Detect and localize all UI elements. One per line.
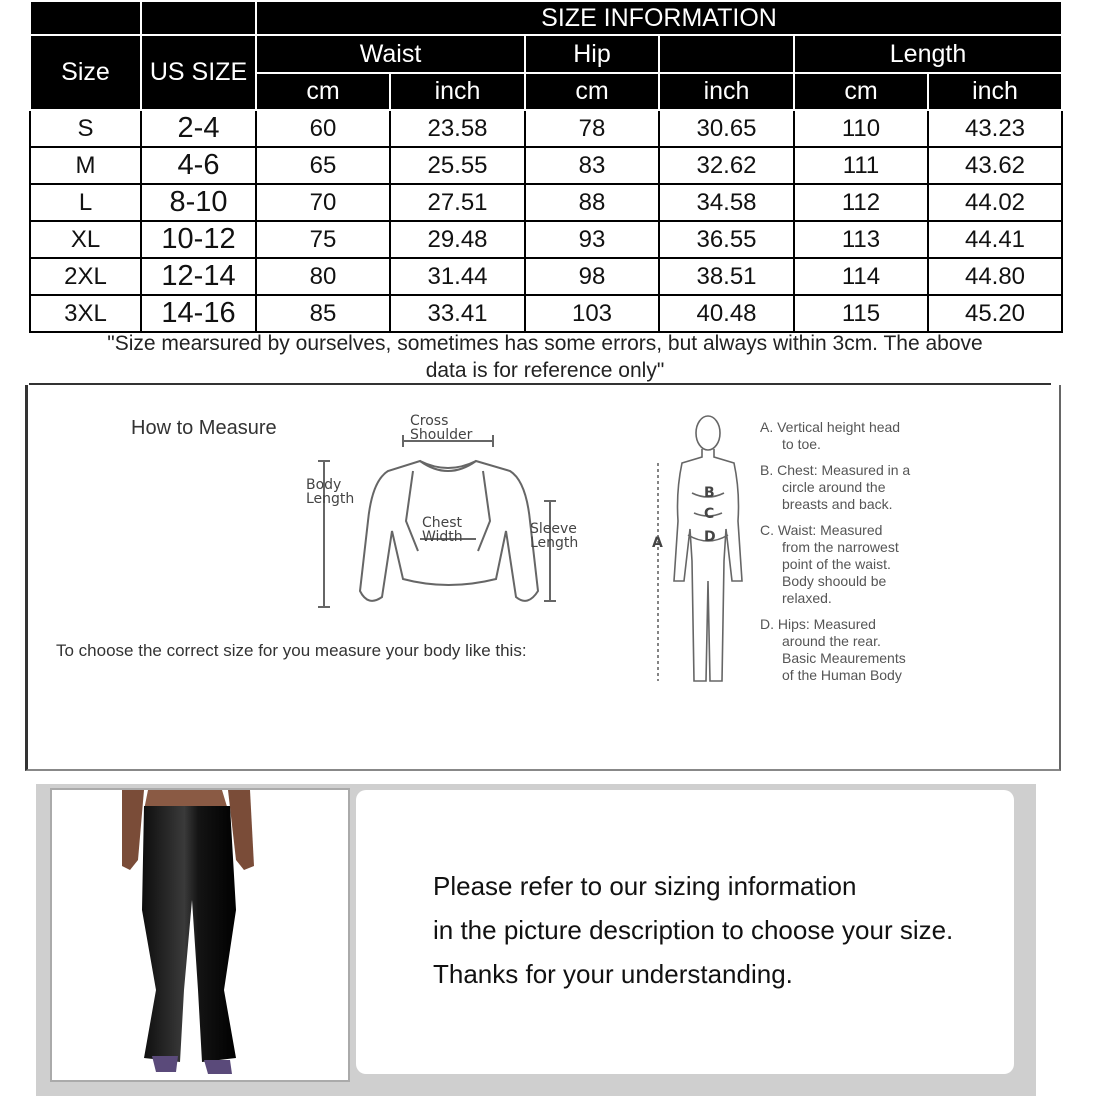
- cell-us-size: 14-16: [141, 295, 256, 332]
- cell-length-inch: 44.02: [928, 184, 1062, 221]
- measurement-disclaimer: [29, 330, 1061, 384]
- cell-hip-inch: 32.62: [659, 147, 794, 184]
- cell-hip-cm: 78: [525, 110, 659, 147]
- message-line: in the picture description to choose your size.: [433, 915, 954, 945]
- legend-text: D. Hips: Measured: [760, 616, 876, 632]
- legend-item: [760, 462, 960, 513]
- left-arm: [122, 790, 144, 870]
- how-to-measure-panel: [25, 385, 1061, 771]
- cell-us-size: 4-6: [141, 147, 256, 184]
- disclaimer-line: "Size mearsured by ourselves, sometimes has some errors, but always within 3cm. The above: [107, 332, 983, 355]
- body-head: [696, 416, 720, 450]
- cross-shoulder-label: Shoulder: [410, 427, 473, 443]
- cell-hip-inch: 34.58: [659, 184, 794, 221]
- cell-size: 2XL: [30, 258, 141, 295]
- table-banner: SIZE INFORMATION: [256, 1, 1062, 35]
- cell-size: 3XL: [30, 295, 141, 332]
- measure-instruction: To choose the correct size for you measure your body like this:: [56, 641, 527, 660]
- shirt-measure-diagram: [298, 411, 598, 611]
- cell-us-size: 2-4: [141, 110, 256, 147]
- table-row: [30, 295, 1062, 332]
- unit-length-inch: inch: [928, 73, 1062, 110]
- cell-waist-inch: 27.51: [390, 184, 525, 221]
- disclaimer-line: data is for reference only": [425, 359, 665, 382]
- legend-text: relaxed.: [782, 590, 832, 606]
- legend-text: circle around the: [782, 479, 886, 495]
- sizing-message: [433, 864, 953, 996]
- legend-text: breasts and back.: [782, 496, 893, 512]
- header-corner: [141, 1, 256, 35]
- header-hip-blank: [659, 35, 794, 73]
- chest-width-label: Width: [422, 529, 463, 545]
- table-row: [30, 221, 1062, 258]
- body-letter-b: B: [704, 485, 715, 501]
- cell-waist-inch: 23.58: [390, 110, 525, 147]
- legend-item: [760, 616, 960, 684]
- message-line: Please refer to our sizing information: [433, 871, 857, 901]
- table-row: [30, 184, 1062, 221]
- header-length: Length: [794, 35, 1062, 73]
- body-length-label: Body: [306, 477, 342, 493]
- cell-length-cm: 112: [794, 184, 928, 221]
- cell-hip-cm: 98: [525, 258, 659, 295]
- table-row: [30, 258, 1062, 295]
- cell-length-inch: 44.41: [928, 221, 1062, 258]
- cell-waist-cm: 80: [256, 258, 390, 295]
- cross-shoulder-label: Cross: [410, 413, 449, 429]
- legend-text: Basic Meaurements: [782, 650, 906, 666]
- body-outline: [674, 449, 742, 681]
- cell-size: L: [30, 184, 141, 221]
- chest-width-label: Chest: [422, 515, 463, 531]
- cell-waist-inch: 25.55: [390, 147, 525, 184]
- legend-text: to toe.: [782, 436, 821, 452]
- body-letter-c: C: [704, 506, 715, 522]
- cell-length-cm: 111: [794, 147, 928, 184]
- message-line: Thanks for your understanding.: [433, 959, 793, 989]
- cell-waist-inch: 33.41: [390, 295, 525, 332]
- table-row: [30, 147, 1062, 184]
- legend-text: C. Waist: Measured: [760, 522, 883, 538]
- header-hip: Hip: [525, 35, 659, 73]
- unit-waist-inch: inch: [390, 73, 525, 110]
- cell-length-inch: 45.20: [928, 295, 1062, 332]
- leather-pants: [142, 806, 236, 1062]
- cell-hip-cm: 103: [525, 295, 659, 332]
- left-shoe: [152, 1056, 178, 1072]
- body-letter-d: D: [704, 529, 716, 545]
- cell-waist-cm: 70: [256, 184, 390, 221]
- table-row: [30, 110, 1062, 147]
- cell-us-size: 10-12: [141, 221, 256, 258]
- legend-text: of the Human Body: [782, 667, 902, 683]
- cell-hip-inch: 30.65: [659, 110, 794, 147]
- cell-waist-cm: 75: [256, 221, 390, 258]
- cell-size: M: [30, 147, 141, 184]
- cell-waist-inch: 29.48: [390, 221, 525, 258]
- cell-hip-inch: 38.51: [659, 258, 794, 295]
- sleeve-length-label: Length: [530, 535, 579, 551]
- cell-length-cm: 110: [794, 110, 928, 147]
- legend-text: A. Vertical height head: [760, 419, 901, 435]
- header-waist: Waist: [256, 35, 525, 73]
- cell-hip-inch: 36.55: [659, 221, 794, 258]
- cell-waist-cm: 85: [256, 295, 390, 332]
- unit-hip-cm: cm: [525, 73, 659, 110]
- legend-text: B. Chest: Measured in a: [760, 462, 911, 478]
- header-us-size: US SIZE: [141, 35, 256, 110]
- sleeve-length-arrow: [544, 501, 556, 601]
- cell-hip-cm: 93: [525, 221, 659, 258]
- cell-length-inch: 43.23: [928, 110, 1062, 147]
- sizing-message-card: [356, 790, 1014, 1074]
- cell-size: S: [30, 110, 141, 147]
- unit-length-cm: cm: [794, 73, 928, 110]
- cell-length-cm: 113: [794, 221, 928, 258]
- cell-us-size: 12-14: [141, 258, 256, 295]
- legend-text: from the narrowest: [782, 539, 899, 555]
- legend-item: [760, 522, 960, 607]
- legend-text: Body shoould be: [782, 573, 887, 589]
- cell-hip-inch: 40.48: [659, 295, 794, 332]
- unit-hip-inch: inch: [659, 73, 794, 110]
- cell-waist-inch: 31.44: [390, 258, 525, 295]
- body-measure-diagram: [648, 411, 758, 696]
- cell-length-cm: 114: [794, 258, 928, 295]
- legend-text: point of the waist.: [782, 556, 891, 572]
- cell-length-inch: 44.80: [928, 258, 1062, 295]
- product-info-block: [36, 784, 1036, 1096]
- how-to-measure-title: How to Measure: [131, 417, 277, 439]
- cell-waist-cm: 65: [256, 147, 390, 184]
- body-letter-a: A: [652, 535, 663, 551]
- leather-pants-image: [52, 790, 348, 1080]
- legend-text: around the rear.: [782, 633, 881, 649]
- cell-length-inch: 43.62: [928, 147, 1062, 184]
- cell-waist-cm: 60: [256, 110, 390, 147]
- header-size: Size: [30, 35, 141, 110]
- body-length-label: Length: [306, 491, 355, 507]
- sleeve-length-label: Sleeve: [530, 521, 577, 537]
- size-chart-table: [29, 0, 1063, 333]
- legend-item: [760, 419, 960, 453]
- cell-us-size: 8-10: [141, 184, 256, 221]
- header-corner: [30, 1, 141, 35]
- cell-hip-cm: 83: [525, 147, 659, 184]
- product-photo: [50, 788, 350, 1082]
- cell-hip-cm: 88: [525, 184, 659, 221]
- cell-length-cm: 115: [794, 295, 928, 332]
- right-shoe: [204, 1060, 232, 1074]
- cell-size: XL: [30, 221, 141, 258]
- measurement-legend: [760, 419, 960, 693]
- unit-waist-cm: cm: [256, 73, 390, 110]
